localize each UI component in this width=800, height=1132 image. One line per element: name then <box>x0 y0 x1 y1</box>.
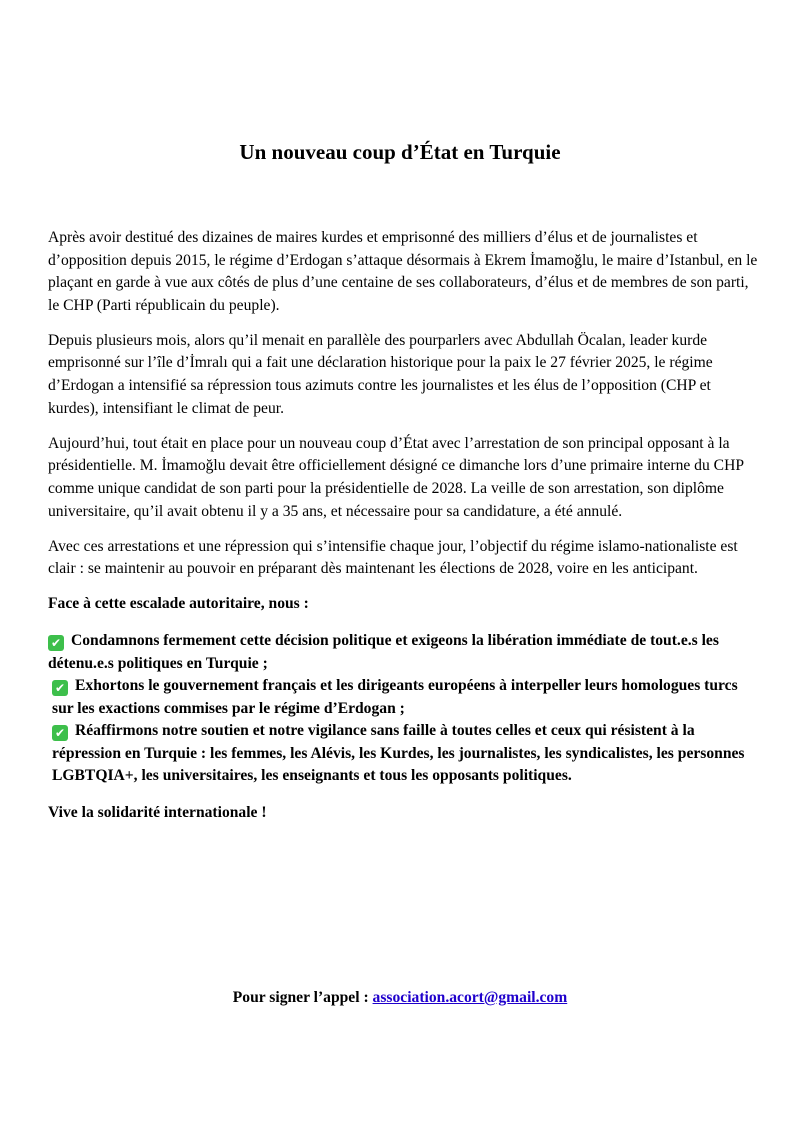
check-mark-icon: ✔ <box>52 680 68 696</box>
demand-item <box>48 630 758 675</box>
sign-line <box>0 989 800 1007</box>
check-mark-icon: ✔ <box>48 635 64 651</box>
check-mark-icon: ✔ <box>52 725 68 741</box>
demands-intro: Face à cette escalade autoritaire, nous : <box>48 595 309 613</box>
paragraph-2: Depuis plusieurs mois, alors qu’il menait en parallèle des pourparlers avec Abdullah Öcalan, leader kurde emprisonné sur l’île d’İmralı qui a fait une déclaration historique pour la paix le 27 février 2025, le régime d’Erdogan a intensifié sa répression tous azimuts contre les journalistes et les élus de l’opposition (CHP et kurdes), intensifiant le climat de peur. <box>48 331 713 417</box>
demand-item <box>48 675 758 720</box>
paragraph-3: Aujourd’hui, tout était en place pour un nouveau coup d’État avec l’arrestation de son principal opposant à la présidentielle. M. İmamoğlu devait être officiellement désigné ce dimanche lors d’une primaire interne du CHP comme unique candidat de son parti pour la présidentielle de 2028. La veille de son arrestation, son diplôme universitaire, qu’il avait obtenu il y a 35 ans, et nécessaire pour sa candidature, a été annulé. <box>48 434 744 520</box>
paragraph-1: Après avoir destitué des dizaines de maires kurdes et emprisonné des milliers d’élus et de journalistes et d’opposition depuis 2015, le régime d’Erdogan s’attaque désormais à Ekrem İmamoğlu, le maire d’Istanbul, en le plaçant en garde à vue aux côtés de plus d’une centaine de ses collaborateurs, d’élus et de membres de son parti, le CHP (Parti républicain du peuple). <box>48 229 758 314</box>
demand-text: Réaffirmons notre soutien et notre vigilance sans faille à toutes celles et ceux qui résistent à la répression en Turquie : les femmes, les Alévis, les Kurdes, les journalistes, les syndicalistes, les personnes LGBTQIA+, les universitaires, les enseignants et tous les opposants politiques. <box>52 722 745 785</box>
closing-line: Vive la solidarité internationale ! <box>48 804 267 822</box>
demand-item <box>48 720 758 788</box>
document-title: Un nouveau coup d’État en Turquie <box>239 140 561 164</box>
sign-label: Pour signer l’appel : <box>232 989 373 1006</box>
demand-text: Exhortons le gouvernement français et les dirigeants européens à interpeller leurs homologues turcs sur les exactions commises par le régime d’Erdogan ; <box>52 677 738 717</box>
document-body <box>48 227 758 837</box>
demands-list <box>48 630 758 788</box>
demand-text: Condamnons fermement cette décision politique et exigeons la libération immédiate de tout.e.s les détenu.e.s politiques en Turquie ; <box>48 631 719 672</box>
paragraph-4: Avec ces arrestations et une répression qui s’intensifie chaque jour, l’objectif du régime islamo-nationaliste est clair : se maintenir au pouvoir en préparant dès maintenant les élections de 2028, voire en les anticipant. <box>48 537 738 578</box>
email-link[interactable]: association.acort@gmail.com <box>372 989 568 1006</box>
